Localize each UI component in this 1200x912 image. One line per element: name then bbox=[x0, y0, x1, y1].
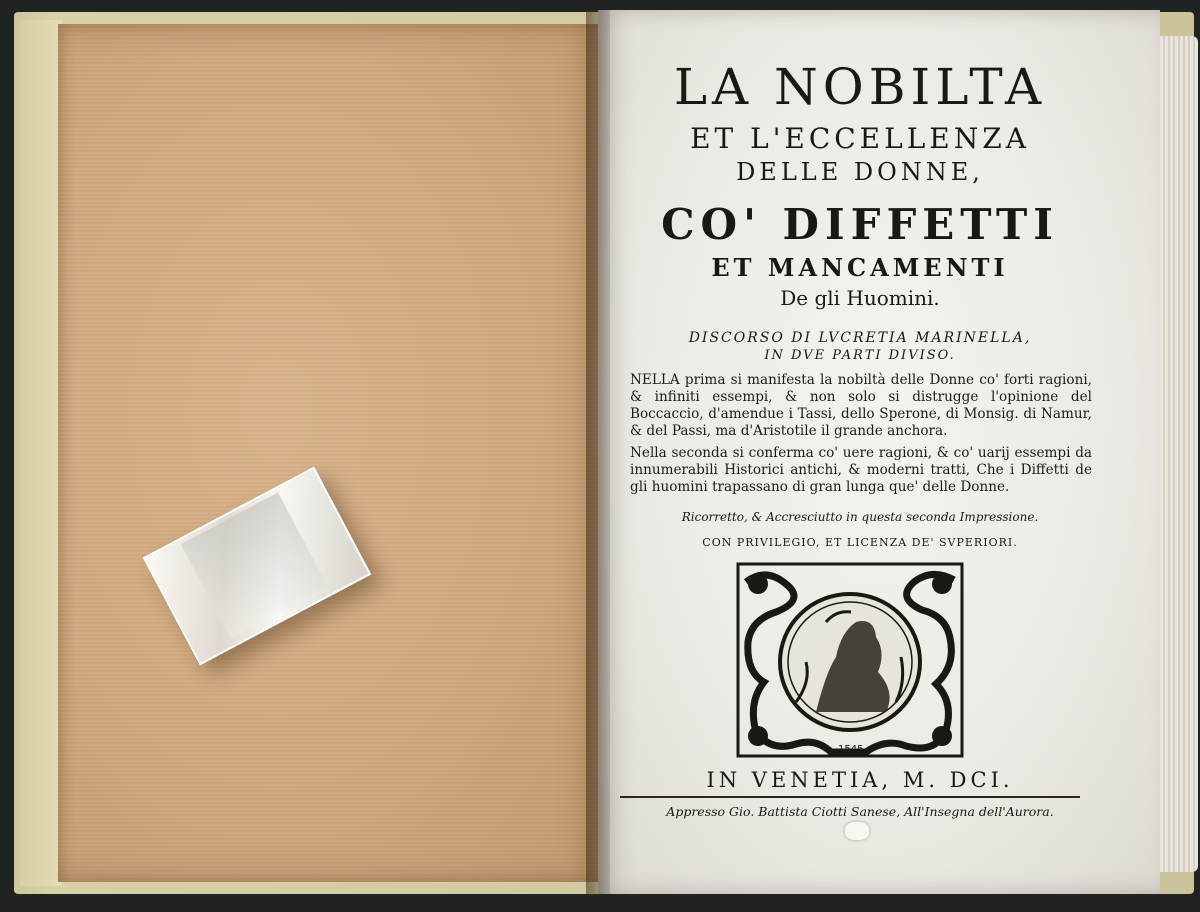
division-line: IN DVE PARTI DIVISO. bbox=[764, 348, 956, 363]
device-year: 1545 bbox=[838, 744, 864, 755]
author-line: DISCORSO DI LVCRETIA MARINELLA, bbox=[688, 330, 1032, 346]
privilege-line: CON PRIVILEGIO, ET LICENZA DE' SVPERIORI. bbox=[702, 536, 1018, 549]
title-line-6: De gli Huomini. bbox=[780, 286, 940, 310]
title-line-3: DELLE DONNE, bbox=[736, 158, 984, 186]
device-corner-tr bbox=[932, 574, 952, 594]
imprint-line: IN VENETIA, M. DCI. bbox=[706, 768, 1014, 792]
device-corner-br bbox=[932, 726, 952, 746]
printers-device-woodcut bbox=[736, 562, 964, 758]
cover-edge bbox=[20, 20, 62, 886]
description-paragraph-1: NELLA prima si manifesta la nobiltà delle Donne co' forti ragioni, & infiniti essempi, & non solo si distrugge l'opinione del Boccaccio, d'amendue i Tassi, dello Sperone, di Monsig. di Namur, & del Passi, ma d'Aristotile il grande anchora. bbox=[630, 372, 1092, 439]
paper-hole bbox=[845, 822, 869, 840]
title-line-4: CO' DIFFETTI bbox=[661, 200, 1059, 249]
edition-note: Ricorretto, & Accresciutto in questa seconda Impressione. bbox=[681, 510, 1039, 524]
device-corner-bl bbox=[748, 726, 768, 746]
imprint-rule bbox=[620, 796, 1080, 798]
description-paragraph-2: Nella seconda si conferma co' uere ragioni, & co' uarij essempi da innumerabili Historici antichi, & moderni tratti, Che i Diffetti de gli huomini trapassano di gran lunga que' delle Donne. bbox=[630, 445, 1092, 495]
printer-line: Appresso Gio. Battista Ciotti Sanese, All'Insegna dell'Aurora. bbox=[666, 804, 1054, 819]
title-line-1: LA NOBILTA bbox=[673, 58, 1047, 116]
device-corner-tl bbox=[748, 574, 768, 594]
title-line-5: ET MANCAMENTI bbox=[711, 253, 1009, 282]
left-endpaper bbox=[58, 24, 606, 882]
title-line-2: ET L'ECCELLENZA bbox=[690, 122, 1030, 155]
